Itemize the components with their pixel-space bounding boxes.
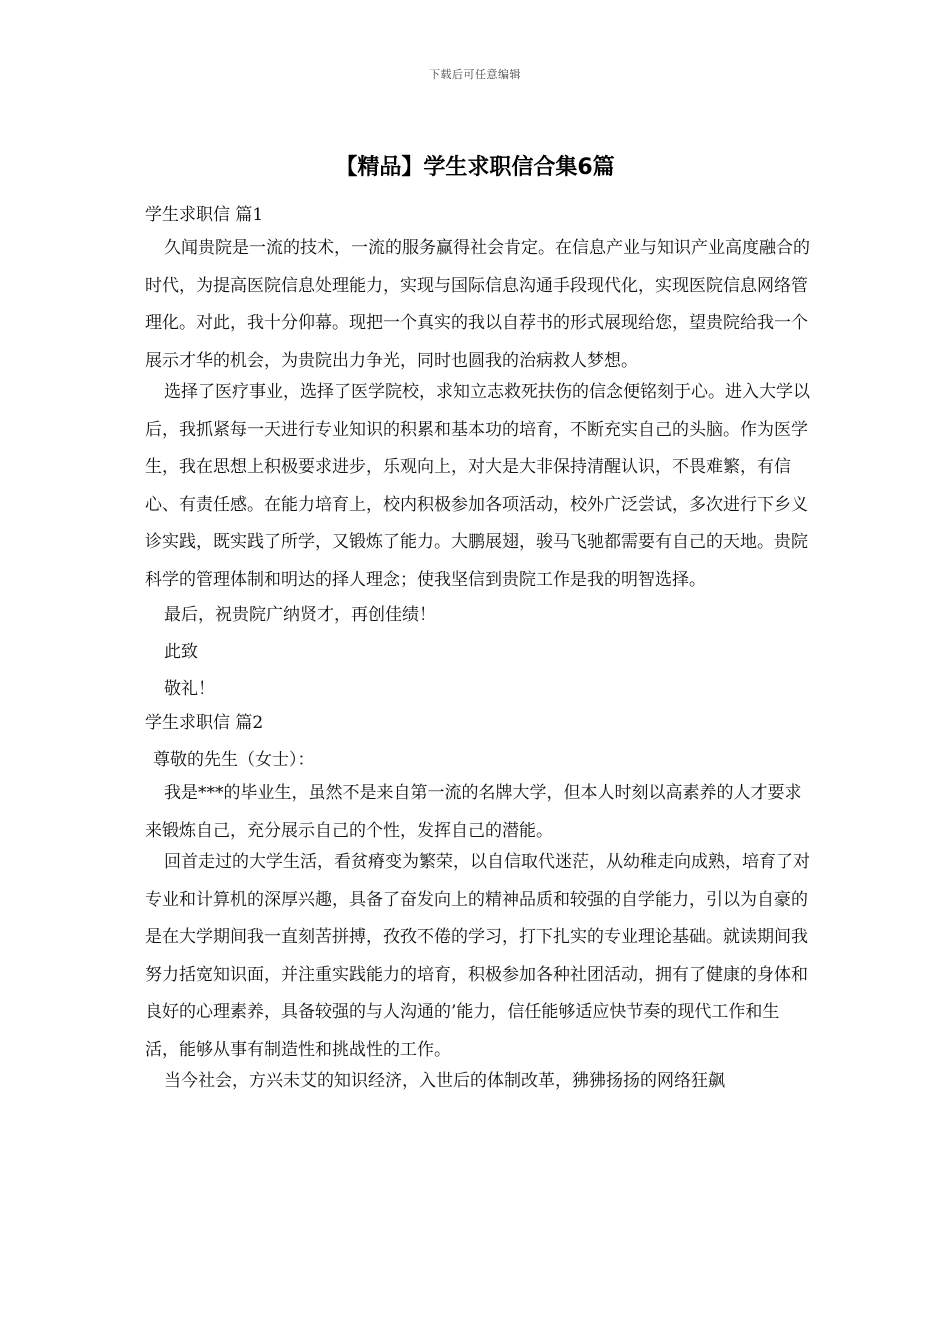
- closing-line: 敬礼！: [164, 679, 215, 699]
- paragraph: 久闻贵院是一流的技术，一流的服务赢得社会肯定。在信息产业与知识产业高度融合的时代，为提高医院信息处理能力，实现与国际信息沟通手段现代化，实现医院信息网络管理化。对此，我十分仰幕。现把一个真实的我以自荐书的形式展现给您，望贵院给我一个展示才华的机会，为贵院出力争光，同时也圆我的治病救人梦想。: [145, 238, 810, 371]
- header-note: 下载后可任意编辑: [429, 68, 521, 81]
- section-heading-1: 学生求职信 篇1: [145, 205, 264, 225]
- paragraph: 当今社会，方兴未艾的知识经济，入世后的体制改革，狒狒扬扬的网络狂飙: [164, 1071, 725, 1091]
- document-title: 【精品】学生求职信合集6篇: [335, 155, 615, 180]
- paragraph: 我是***的毕业生，虽然不是来自第一流的名牌大学，但本人时刻以高素养的人才要求来锻炼自己，充分展示自己的个性，发挥自己的潜能。: [145, 783, 802, 841]
- section-heading-2: 学生求职信 篇2: [145, 713, 264, 733]
- paragraph: 回首走过的大学生活，看贫瘠变为繁荣，以自信取代迷茫，从幼稚走向成熟，培育了对专业和计算机的深厚兴趣，具备了奋发向上的精神品质和较强的自学能力，引以为自豪的是在大学期间我一直刻苦拼搏，孜孜不倦的学习，打下扎实的专业理论基础。就读期间我努力括宽知识面，并注重实践能力的培育，积极参加各种社团活动，拥有了健康的身体和良好的心理素养，具备较强的与人沟通的’能力，信任能够适应快节奏的现代工作和生活，能够从事有制造性和挑战性的工作。: [145, 852, 810, 1060]
- salutation: 尊敬的先生（女士）：: [153, 750, 315, 770]
- paragraph: 最后，祝贵院广纳贤才，再创佳绩！: [164, 605, 436, 625]
- paragraph: 选择了医疗事业，选择了医学院校，求知立志救死扶伤的信念便铭刻于心。进入大学以后，我抓紧每一天进行专业知识的积累和基本功的培育，不断充实自己的头脑。作为医学生，我在思想上积极要求进步，乐观向上，对大是大非保持清醒认识，不畏难繁，有信心、有责任感。在能力培育上，校内积极参加各项活动，校外广泛尝试，多次进行下乡义诊实践，既实践了所学，又锻炼了能力。大鹏展翅，骏马飞驰都需要有自己的天地。贵院科学的管理体制和明达的择人理念；使我坚信到贵院工作是我的明智选择。: [145, 382, 810, 590]
- document-body: [145, 196, 813, 1095]
- closing-line: 此致: [164, 642, 198, 662]
